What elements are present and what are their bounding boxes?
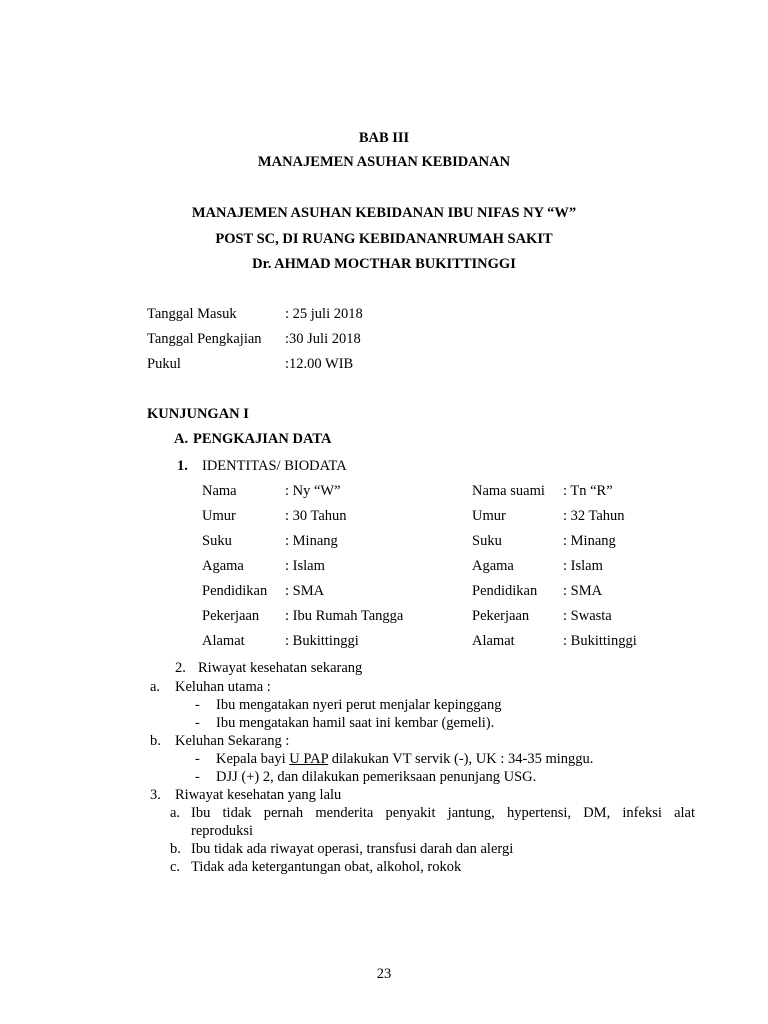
past-item-continuation: reproduksi: [191, 823, 254, 839]
identity-value: : 30 Tahun: [285, 508, 347, 524]
husband-value: : Swasta: [563, 608, 612, 624]
past-item-letter: c.: [170, 859, 181, 875]
husband-label: Pendidikan: [472, 583, 538, 599]
list-item: DJJ (+) 2, dan dilakukan pemeriksaan penunjang USG.: [216, 769, 537, 785]
list-item: Ibu mengatakan hamil saat ini kembar (gemeli).: [216, 715, 495, 731]
list-item: Ibu mengatakan nyeri perut menjalar kepinggang: [216, 697, 502, 713]
identity-label: Pekerjaan: [202, 608, 260, 624]
time-label: Pukul: [147, 356, 181, 372]
husband-value: : Islam: [563, 558, 603, 574]
assessment-date-label: Tanggal Pengkajian: [147, 331, 262, 347]
past-item-line: Tidak ada ketergantungan obat, alkohol, rokok: [191, 859, 462, 875]
chapter-title: MANAJEMEN ASUHAN KEBIDANAN: [257, 154, 511, 170]
admission-date-label: Tanggal Masuk: [147, 306, 237, 322]
document-title-line-2: POST SC, DI RUANG KEBIDANANRUMAH SAKIT: [215, 231, 553, 247]
husband-value: : Minang: [563, 533, 616, 549]
past-item-line: Ibu tidak pernah menderita penyakit jantung, hypertensi, DM, infeksi alat: [191, 805, 695, 821]
husband-label: Alamat: [472, 633, 515, 649]
main-complaint-letter: a.: [150, 679, 161, 695]
identity-label: Alamat: [202, 633, 245, 649]
admission-date-value: : 25 juli 2018: [285, 306, 363, 322]
husband-label: Umur: [472, 508, 506, 524]
bullet-dash: -: [195, 769, 200, 785]
section-a-letter: A.: [174, 431, 189, 447]
husband-label: Pekerjaan: [472, 608, 530, 624]
identity-value: : Minang: [285, 533, 338, 549]
past-item-letter: b.: [170, 841, 181, 857]
main-complaint-heading: Keluhan utama :: [175, 679, 271, 695]
page-number: 23: [376, 966, 392, 982]
identity-value: : Bukittinggi: [285, 633, 359, 649]
list-item-suffix: dilakukan VT servik (-), UK : 34-35 minggu.: [328, 751, 594, 767]
chapter-number: BAB III: [358, 130, 410, 146]
assessment-date-value: :30 Juli 2018: [285, 331, 361, 347]
document-title-line-1: MANAJEMEN ASUHAN KEBIDANAN IBU NIFAS NY “W”: [191, 205, 577, 221]
section-a-title: PENGKAJIAN DATA: [193, 431, 332, 447]
past-item-line: Ibu tidak ada riwayat operasi, transfusi darah dan alergi: [191, 841, 514, 857]
bullet-dash: -: [195, 697, 200, 713]
list-item: [216, 750, 593, 768]
identity-heading: IDENTITAS/ BIODATA: [202, 458, 347, 474]
past-history-number: 3.: [150, 787, 161, 803]
husband-value: : Tn “R”: [563, 483, 613, 499]
current-history-number: 2.: [175, 660, 186, 676]
identity-label: Pendidikan: [202, 583, 268, 599]
current-history-heading: Riwayat kesehatan sekarang: [198, 660, 363, 676]
husband-value: : 32 Tahun: [563, 508, 625, 524]
identity-label: Suku: [202, 533, 232, 549]
bullet-dash: -: [195, 715, 200, 731]
identity-value: : Islam: [285, 558, 325, 574]
husband-label: Agama: [472, 558, 514, 574]
identity-label: Umur: [202, 508, 236, 524]
identity-label: Agama: [202, 558, 244, 574]
list-item-prefix: Kepala bayi: [216, 751, 290, 767]
list-item-underlined: U PAP: [289, 751, 329, 767]
past-history-heading: Riwayat kesehatan yang lalu: [175, 787, 342, 803]
identity-value: : Ibu Rumah Tangga: [285, 608, 404, 624]
past-item-letter: a.: [170, 805, 181, 821]
bullet-dash: -: [195, 751, 200, 767]
identity-value: : SMA: [285, 583, 325, 599]
document-title-line-3: Dr. AHMAD MOCTHAR BUKITTINGGI: [252, 256, 516, 272]
identity-label: Nama: [202, 483, 237, 499]
identity-value: : Ny “W”: [285, 483, 341, 499]
visit-heading: KUNJUNGAN I: [147, 406, 249, 422]
identity-number: 1.: [177, 458, 188, 474]
husband-value: : Bukittinggi: [563, 633, 637, 649]
husband-value: : SMA: [563, 583, 603, 599]
husband-label: Suku: [472, 533, 502, 549]
current-complaint-heading: Keluhan Sekarang :: [175, 733, 290, 749]
husband-label: Nama suami: [472, 483, 545, 499]
time-value: :12.00 WIB: [285, 356, 354, 372]
current-complaint-letter: b.: [150, 733, 161, 749]
